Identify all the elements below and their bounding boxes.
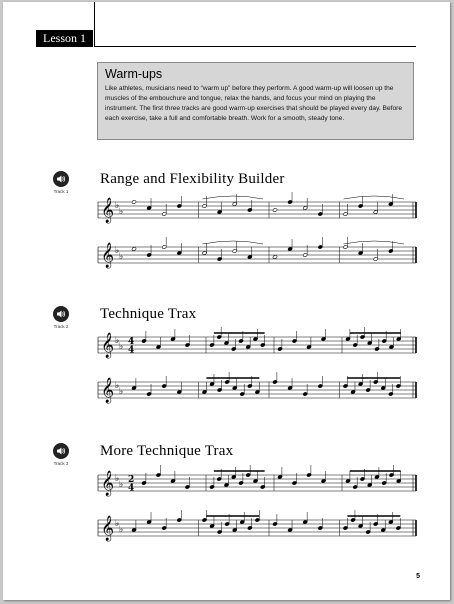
page-number: 5	[416, 573, 420, 580]
speaker-icon	[53, 171, 69, 187]
svg-text:♭: ♭	[119, 342, 124, 352]
svg-text:♭: ♭	[115, 474, 120, 484]
lesson-tab: Lesson 1	[36, 30, 93, 47]
svg-text:♭: ♭	[119, 387, 124, 397]
track-label: Track 2	[53, 324, 69, 329]
track-1-badge[interactable]	[46, 171, 76, 194]
margin-rule	[94, 2, 95, 46]
svg-text:♭: ♭	[115, 201, 120, 211]
svg-text:𝄞: 𝄞	[101, 243, 115, 268]
svg-text:♭: ♭	[115, 246, 120, 256]
svg-text:4: 4	[128, 337, 135, 347]
svg-text:♭: ♭	[119, 207, 124, 217]
svg-text:𝄞: 𝄞	[101, 198, 115, 223]
track-label: Track 1	[53, 189, 69, 194]
music-staff	[98, 331, 416, 361]
section-title: Technique Trax	[100, 306, 197, 322]
track-2-badge[interactable]	[46, 306, 76, 329]
svg-text:2: 2	[128, 475, 135, 485]
speaker-icon	[53, 306, 69, 322]
track-label: Track 3	[53, 461, 69, 466]
track-3-badge[interactable]	[46, 443, 76, 466]
svg-text:𝄞: 𝄞	[101, 471, 115, 496]
music-staff	[98, 469, 416, 499]
music-staff	[98, 241, 416, 271]
svg-text:♭: ♭	[115, 519, 120, 529]
svg-text:♭: ♭	[119, 252, 124, 262]
svg-text:𝄞: 𝄞	[101, 333, 115, 358]
speaker-icon	[53, 443, 69, 459]
book-page	[3, 2, 450, 600]
header-rule	[94, 46, 416, 47]
svg-text:4: 4	[128, 483, 135, 494]
svg-text:♭: ♭	[115, 336, 120, 346]
svg-text:4: 4	[128, 345, 135, 356]
svg-text:𝄞: 𝄞	[101, 378, 115, 403]
warmup-text: Like athletes, musicians need to “warm up” before they perform. A good warm-up will loosen up the muscles of the embouchure and tongue, relax the hands, and focus your mind on playing the instrument. The first three tracks are good warm-up exercises that should be played every day. Before each exercise, take a full and comfortable breath. Work for a smooth, steady tone.	[105, 85, 402, 122]
svg-text:♭: ♭	[119, 480, 124, 490]
svg-text:♭: ♭	[119, 525, 124, 535]
warmup-box	[97, 62, 414, 140]
music-staff	[98, 376, 416, 406]
section-title: More Technique Trax	[100, 443, 234, 459]
svg-text:♭: ♭	[115, 381, 120, 391]
music-staff	[98, 514, 416, 544]
warmup-title: Warm-ups	[105, 67, 163, 81]
music-staff	[98, 196, 416, 226]
svg-text:𝄞: 𝄞	[101, 516, 115, 541]
section-title: Range and Flexibility Builder	[100, 171, 285, 187]
